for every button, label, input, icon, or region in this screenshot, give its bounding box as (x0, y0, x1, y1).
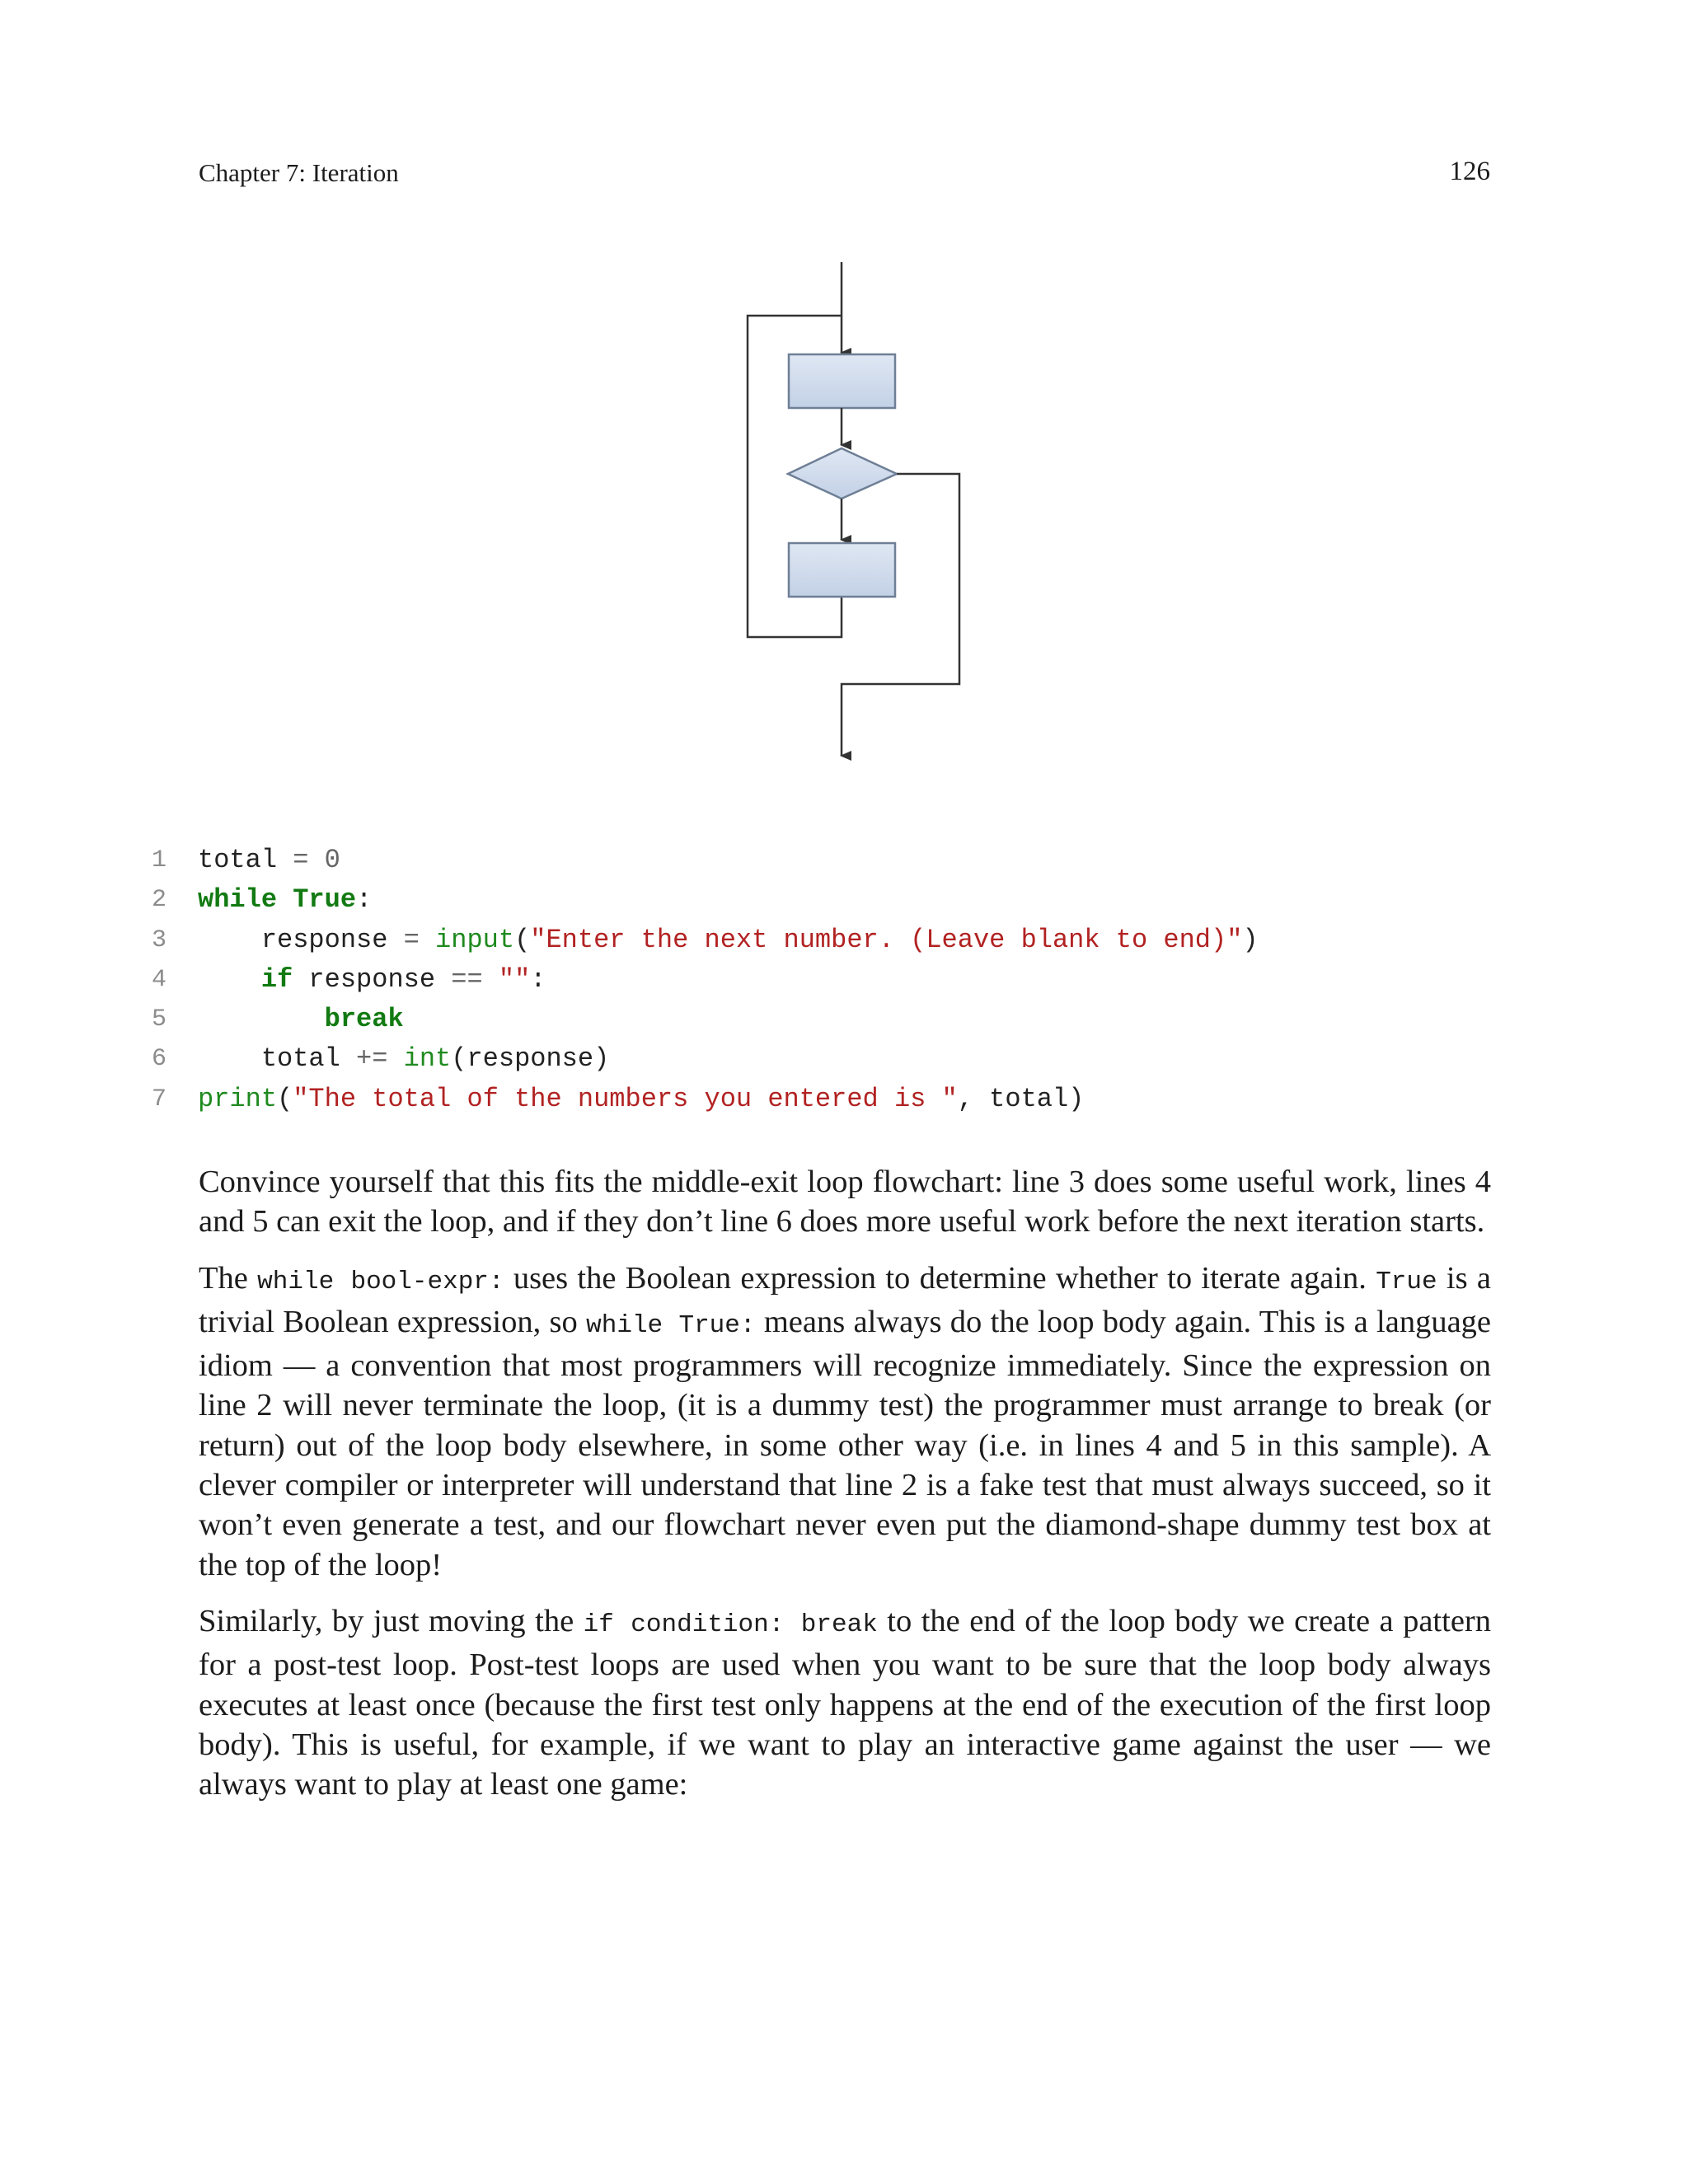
paragraph (199, 1258, 1491, 1585)
code-token: int (403, 1043, 452, 1075)
text-run: is a trivial Boolean expression, so (199, 1260, 1491, 1339)
line-number: 6 (151, 1045, 166, 1074)
text-run: means always do the loop body again. This is a language idiom — a convention that most programmers will recognize immediately. Since the expression on line 2 will never terminate the loop, (it is a dummy test) the programmer must arrange to break (or return) out of the loop body elsewhere, in some other way (i.e. in lines 4 and 5 in this sample). A clever compiler or interpreter will understand that line 2 is a fake test that must always succeed, so it won’t even generate a test, and our flowchart never even put the diamond-shape dummy test box at the top of the loop! (199, 1304, 1491, 1582)
text-run: uses the Boolean expression to determine whether to iterate again. (504, 1260, 1376, 1296)
code-token: print (198, 1083, 278, 1114)
code-token (277, 884, 293, 915)
line-number: 3 (151, 926, 166, 954)
code-token: ( (514, 924, 531, 955)
code-text (198, 960, 546, 1000)
code-token (420, 925, 435, 955)
code-token: "Enter the next number. (Leave blank to end)" (530, 924, 1243, 955)
code-token (198, 964, 261, 995)
code-token (198, 1004, 325, 1034)
code-token (483, 964, 499, 995)
code-line (124, 1080, 1525, 1119)
code-text (198, 921, 1259, 960)
code-token: : (356, 884, 373, 916)
code-token: == (451, 963, 483, 995)
code-text (198, 880, 372, 920)
process-box-top (789, 354, 895, 408)
page-number: 126 (1449, 157, 1490, 186)
code-token: : (530, 963, 546, 995)
code-token: "The total of the numbers you entered is " (293, 1083, 958, 1114)
code-line (124, 841, 1525, 880)
code-token: "" (498, 963, 531, 995)
code-token: += (356, 1043, 388, 1075)
decision-diamond (788, 448, 897, 499)
code-line (124, 1039, 1525, 1079)
text-run: Similarly, by just moving the (199, 1603, 584, 1638)
code-token: = (403, 924, 420, 955)
line-number: 5 (151, 1005, 166, 1034)
code-token: True (293, 884, 357, 916)
inline-code: True (1376, 1267, 1437, 1296)
code-line (124, 1000, 1525, 1039)
code-line (124, 880, 1525, 920)
text-run: to the end of the loop body we create a pattern for a post-test loop. Post-test loops are used when you want to be sure that the loop body always executes at least once (because the first test only happens at the end of the execution of the first loop body). This is useful, for example, if we want to play an interactive game against the user — we always want to play at least one game: (199, 1603, 1491, 1802)
code-token (308, 845, 324, 875)
code-text (198, 841, 340, 880)
inline-code: while True: (586, 1310, 756, 1340)
code-text (198, 1080, 1084, 1119)
code-token: response (198, 924, 404, 955)
body-text (199, 1162, 1491, 1821)
code-line (124, 921, 1525, 960)
middle-exit-loop-flowchart (725, 255, 973, 766)
paragraph (199, 1162, 1491, 1242)
line-number: 1 (151, 846, 166, 874)
code-text (198, 1039, 609, 1079)
code-token: response (293, 963, 452, 995)
code-token: 0 (324, 845, 340, 875)
code-token: = (293, 845, 309, 875)
code-token: , total) (957, 1083, 1085, 1114)
text-run: Convince yourself that this fits the middle-exit loop flowchart: line 3 does some useful work, lines 4 and 5 can exit the loop, and if they don’t line 6 does more useful work before the next iteration starts. (199, 1165, 1491, 1240)
exit-line (842, 474, 959, 756)
code-token: if (260, 963, 293, 995)
line-number: 4 (151, 965, 166, 994)
line-number: 2 (151, 886, 166, 915)
code-listing (124, 841, 1525, 1119)
line-number: 7 (151, 1085, 166, 1113)
code-token: total (198, 1043, 357, 1075)
text-run: The (199, 1260, 258, 1296)
code-token: total (198, 845, 293, 875)
code-token: ) (1242, 924, 1259, 955)
inline-code: if condition: break (583, 1610, 878, 1639)
code-line (124, 960, 1525, 1000)
code-text (198, 1000, 404, 1039)
code-token: (response) (451, 1043, 610, 1075)
inline-code: while bool-expr: (257, 1267, 504, 1296)
code-token: while (198, 884, 278, 916)
paragraph (199, 1601, 1491, 1804)
process-box-bottom (789, 543, 895, 597)
code-token: break (324, 1004, 404, 1035)
running-header-chapter: Chapter 7: Iteration (199, 158, 399, 187)
code-token: ( (277, 1083, 293, 1114)
code-token: input (435, 924, 515, 955)
code-token (387, 1043, 403, 1074)
